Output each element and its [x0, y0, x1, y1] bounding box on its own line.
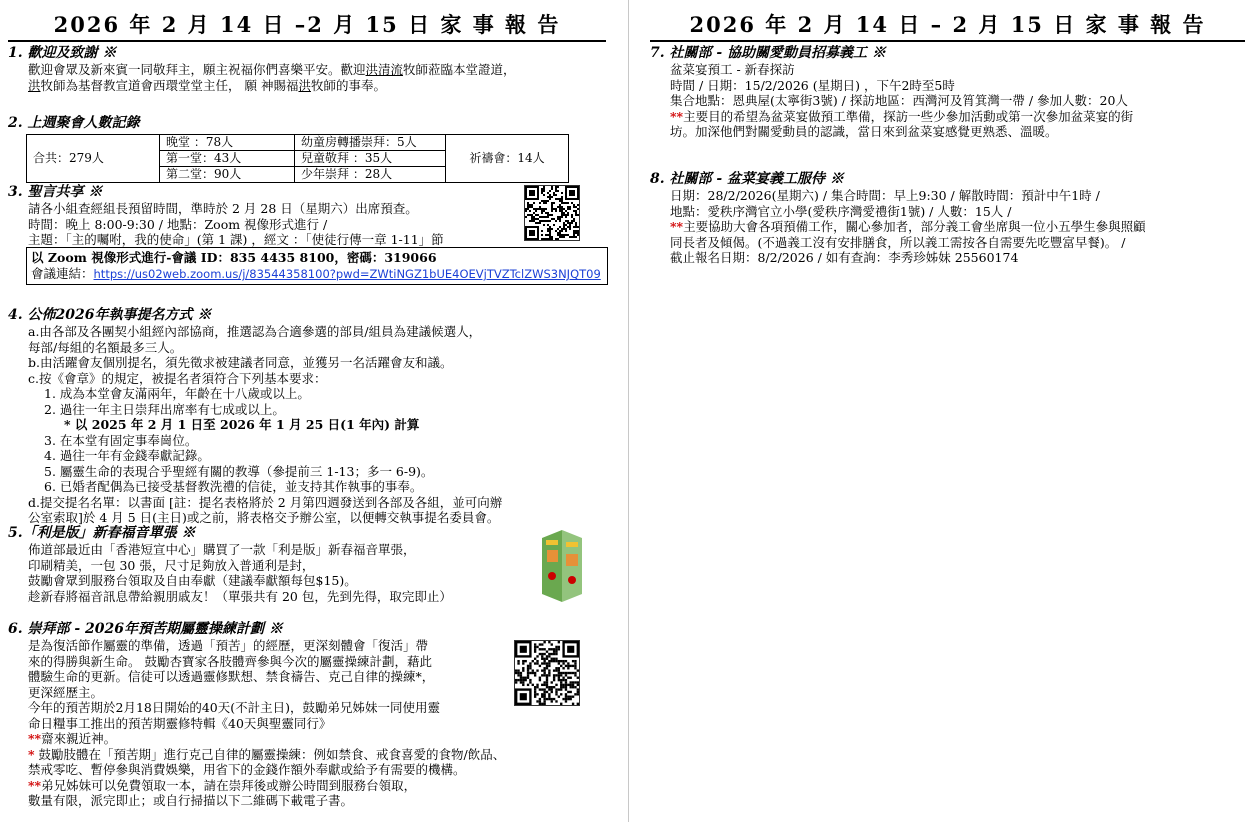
right-page-title: 2026 年 2 月 14 日 – 2 月 15 日 家 事 報 告	[650, 0, 1245, 42]
note-mark: **	[28, 731, 42, 746]
paragraph-line: 集合地點：恩典屋(太寧街3號) / 探訪地區：西灣河及筲箕灣一帶 / 參加人數：20人	[670, 93, 1128, 108]
paragraph-line: 命日糧事工推出的預苦期靈修特輯《40天與聖靈同行》	[28, 715, 332, 731]
section-volunteer-recruit	[650, 44, 1245, 140]
text: 牧師蒞臨本堂證道，	[403, 62, 516, 77]
section-heading: 7. 社關部 - 協助關愛動員招募義工 ※	[650, 45, 886, 61]
section-poon-choi-volunteer	[650, 170, 1245, 266]
text: 弟兄姊妹可以免費領取一本，請在崇拜後或辦公時間到服務台領取，	[41, 777, 417, 793]
attendance-prayer: 祈禱會：14人	[446, 135, 569, 183]
text: 牧師為基督教宣道會西環堂堂主任， 願 神賜福	[40, 77, 299, 93]
paragraph-line: 來的得勝與新生命。 鼓勵杏寶家各肢體齊參與今次的屬靈操練計劃，藉此	[28, 653, 432, 669]
requirement-item: 1. 成為本堂會友滿兩年，年齡在十八歲或以上。	[44, 386, 310, 401]
note-mark: **	[670, 219, 684, 234]
section-heading: 3. 聖言共享 ※	[8, 184, 103, 200]
pastor-name: 洪	[298, 77, 311, 93]
paragraph-line: 印刷精美，一包 30 張，尺寸足夠放入普通利是封，	[28, 557, 315, 573]
requirement-item: 4. 過往一年有金錢奉獻記錄。	[44, 448, 210, 463]
attendance-cell: 第二堂：90人	[160, 167, 295, 183]
requirement-item: 3. 在本堂有固定事奉崗位。	[44, 432, 198, 448]
section-deacon-nomination	[8, 306, 606, 526]
left-page-title: 2026 年 2 月 14 日 –2 月 15 日 家 事 報 告	[8, 0, 606, 42]
paragraph-line: 地點：愛秩序灣官立小學(愛秩序灣愛禮街1號) / 人數：15人 /	[670, 203, 1012, 219]
section-heading: 6. 崇拜部 - 2026年預苦期屬靈操練計劃 ※	[8, 621, 283, 637]
paragraph-line: a.由各部及各團契小組經內部協商，推選認為合適參選的部員/組員為建議候選人，	[28, 324, 482, 339]
section-bible-sharing	[8, 183, 606, 288]
paragraph-line: c.按《會章》的規定，被提名者須符合下列基本要求：	[28, 370, 327, 386]
paragraph-line: d.提交提名名單：以書面 [註：提名表格將於 2 月第四週發送到各部及各組，並可向辦	[28, 494, 503, 510]
paragraph-line: 同長者及傾偈。(不過義工沒有安排膳食，所以義工需按各自需要先吃豐富早餐)。 /	[670, 234, 1126, 250]
section-heading: 2. 上週聚會人數記錄	[8, 115, 140, 131]
requirement-item: 5. 屬靈生命的表現合乎聖經有關的教導（參提前三 1-13；多一 6-9)。	[44, 463, 434, 479]
paragraph-line	[650, 109, 1245, 125]
paragraph-line: 請各小組查經組長預留時間，準時於 2 月 28 日（星期六）出席預查。	[28, 201, 418, 216]
page-divider	[628, 0, 629, 822]
text: 主要協助大會各項預備工作，關心參加者，部分義工會坐席與一位小五學生參與照顧	[683, 219, 1146, 234]
paragraph-line: b.由活躍會友個別提名，須先徵求被建議者同意，並獲另一名活躍會友和議。	[28, 355, 453, 370]
zoom-link[interactable]: https://us02web.zoom.us/j/83544358100?pwd=ZWtiNGZ1bUE4OEVjTVZTclZWS3NJQT09	[93, 267, 601, 281]
paragraph-line: 公室索取]於 4 月 5 日(主日)或之前，將表格交予辦公室，以便轉交執事提名委員會。	[28, 510, 500, 525]
attendance-cell: 兒童敬拜 ：35人	[295, 151, 446, 167]
paragraph-line: 禁戒零吃、暫停參與消費娛樂，用省下的金錢作額外奉獻或給予有需要的機構。	[28, 762, 466, 777]
zoom-link-line	[31, 266, 603, 282]
text: 鼓勵肢體在「預苦期」進行克己自律的屬靈操練：例如禁食、戒食喜愛的食物/飲品、	[34, 746, 506, 762]
attendance-cell: 少年崇拜 ：28人	[295, 167, 446, 183]
text: 歡迎會眾及新來賓一同敬拜主，願主祝福你們喜樂平安。歡迎	[28, 62, 366, 77]
zoom-link-label: 會議連結：	[31, 266, 94, 281]
paragraph-line	[8, 778, 606, 794]
paragraph-line	[8, 747, 606, 763]
right-page	[650, 0, 1245, 822]
paragraph-line	[8, 78, 606, 94]
qr-code-icon	[524, 185, 580, 241]
paragraph-line: 盆菜宴預工 - 新春探訪	[670, 62, 795, 77]
paragraph-line	[8, 62, 606, 78]
paragraph-line: 佈道部最近由「香港短宣中心」購買了一款「利是版」新春福音單張，	[28, 542, 416, 557]
section-lent-spiritual-practice	[8, 620, 606, 809]
note-mark: *	[28, 746, 35, 762]
zoom-meeting-id: 以 Zoom 視像形式進行-會議 ID：835 4435 8100，密碼：319066	[31, 250, 437, 265]
paragraph-line: 坊。加深他們對關愛動員的認識，當日來到盆菜宴感覺更熟悉、溫暖。	[670, 124, 1058, 139]
paragraph-line: 體驗生命的更新。信徒可以透過靈修默想、禁食禱告、克己自律的操練*，	[28, 669, 435, 684]
note-mark: **	[28, 777, 42, 793]
pastor-name: 洪清流	[365, 62, 404, 77]
paragraph-line: 鼓勵會眾到服務台領取及自由奉獻（建議奉獻額每包$15)。	[28, 573, 357, 588]
paragraph-line: 今年的預苦期於2月18日開始的40天(不計主日)，鼓勵弟兄姊妹一同使用靈	[28, 700, 441, 715]
attendance-total: 合共：279人	[27, 135, 160, 183]
section-attendance	[8, 114, 606, 184]
requirement-item: 2. 過往一年主日崇拜出席率有七成或以上。	[44, 401, 285, 417]
qr-code-icon	[514, 640, 580, 706]
pastor-name: 洪	[28, 77, 41, 93]
attendance-table	[26, 134, 569, 183]
section-heading: 4. 公佈2026年執事提名方式 ※	[8, 307, 212, 323]
paragraph-line: 每部/每組的名額最多三人。	[28, 339, 183, 355]
zoom-info-box	[26, 247, 608, 285]
paragraph-line: 日期：28/2/2026(星期六) / 集合時間：早上9:30 / 解散時間：預計中午1時 /	[670, 188, 1100, 203]
paragraph-line: 截止報名日期：8/2/2026 / 如有查詢：李秀珍姊妹 25560174	[670, 250, 1019, 265]
paragraph-line: 時間：晚上 8:00-9:30 / 地點：Zoom 視像形式進行 /	[28, 216, 328, 232]
requirement-item: 6. 已婚者配偶為已接受基督教洗禮的信徒，並支持其作執事的事奉。	[44, 479, 423, 494]
section-gospel-leaflet	[8, 524, 606, 608]
text: 主要目的希望為盆菜宴做預工準備，探訪一些少參加活動或第一次參加盆菜宴的街	[683, 108, 1134, 124]
text: 齋來親近神。	[41, 731, 117, 746]
paragraph-line: 數量有限，派完即止；或自行掃描以下二維碼下載電子書。	[28, 793, 354, 808]
gospel-leaflet-folder-icon	[538, 528, 586, 604]
section-heading: 8. 社關部 - 盆菜宴義工服侍 ※	[650, 171, 844, 187]
left-page	[8, 0, 606, 822]
paragraph-line: 主題：「主的囑咐，我的使命」(第 1 課) ，經文 ：「使徒行傳一章 1-11」節	[28, 232, 444, 247]
text: 牧師的事奉。	[310, 77, 386, 93]
paragraph-line: 時間 / 日期：15/2/2026 (星期日) ，下午2時至5時	[670, 77, 955, 93]
attendance-cell: 晚堂 ：78人	[160, 135, 295, 151]
section-heading: 5.「利是版」新春福音單張 ※	[8, 525, 196, 541]
section-welcome	[8, 44, 606, 93]
requirement-note: * 以 2025 年 2 月 1 日至 2026 年 1 月 25 日(1 年內) 計算	[64, 417, 420, 432]
attendance-cell: 幼童房轉播崇拜：5人	[295, 135, 446, 151]
paragraph-line: 趁新春將福音訊息帶給親朋戚友！（單張共有 20 包，先到先得，取完即止）	[28, 588, 452, 604]
attendance-cell: 第一堂：43人	[160, 151, 295, 167]
paragraph-line	[650, 219, 1245, 235]
note-mark: **	[670, 108, 684, 124]
paragraph-line: 更深經歷主。	[28, 684, 104, 700]
section-heading: 1. 歡迎及致謝 ※	[8, 45, 117, 61]
paragraph-line: 是為復活節作屬靈的準備，透過「預苦」的經歷，更深刻體會「復活」帶	[28, 638, 429, 653]
paragraph-line	[8, 731, 606, 747]
